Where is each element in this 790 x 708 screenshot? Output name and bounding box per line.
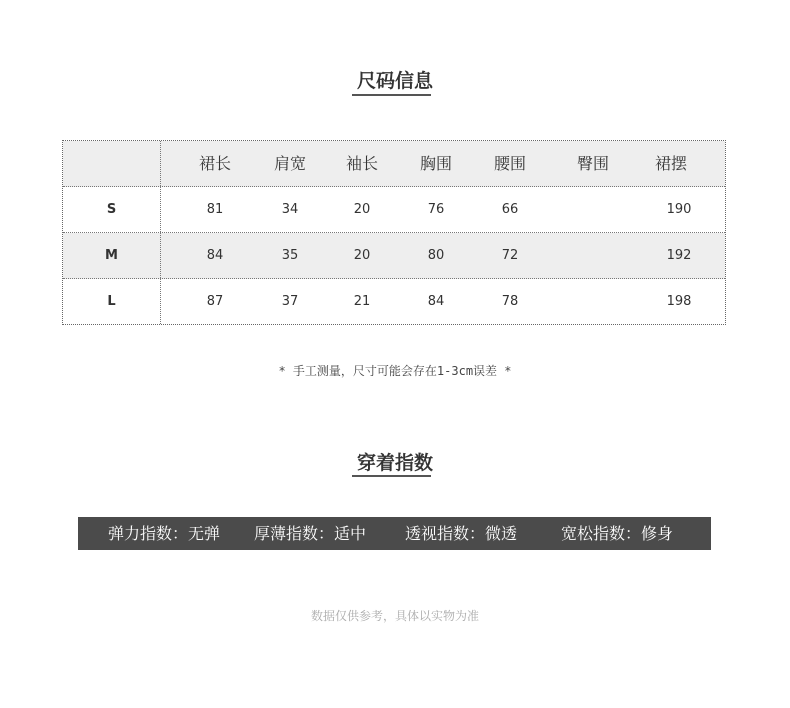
table-row [63, 233, 725, 279]
wear-item-fit: 宽松指数：修身 [561, 524, 674, 543]
cell-waist: 66 [501, 202, 519, 217]
row-size-label: L [107, 294, 116, 309]
cell-hem: 192 [666, 248, 692, 263]
cell-hip [563, 279, 623, 325]
header-skirt-length: 裙长 [198, 154, 231, 173]
cell-shoulder: 35 [281, 248, 299, 263]
measurement-note: * 手工测量，尺寸可能会存在1-3cm误差 * [278, 364, 512, 378]
table-row [63, 187, 725, 233]
header-hip: 臀围 [576, 154, 609, 173]
cell-sleeve: 20 [353, 248, 371, 263]
row-size-label: M [105, 248, 118, 263]
row-size-label: S [106, 202, 117, 217]
cell-waist: 78 [501, 294, 519, 309]
cell-sleeve: 20 [353, 202, 371, 217]
cell-sleeve: 21 [353, 294, 371, 309]
wear-item-transparency: 透视指数：微透 [405, 524, 518, 543]
wear-index-title: 穿着指数 [356, 452, 433, 474]
table-row [63, 279, 725, 325]
size-info-title: 尺码信息 [356, 70, 433, 92]
row-divider [63, 232, 725, 233]
wear-item-thickness: 厚薄指数：适中 [254, 524, 367, 543]
cell-hem: 198 [666, 294, 692, 309]
row-divider [63, 278, 725, 279]
cell-waist: 72 [501, 248, 519, 263]
size-info-title-underline [352, 94, 431, 96]
cell-bust: 84 [427, 294, 445, 309]
cell-skirt-length: 84 [206, 248, 224, 263]
cell-hip [563, 233, 623, 279]
column-divider [160, 141, 161, 324]
header-bust: 胸围 [419, 154, 452, 173]
size-table [62, 140, 726, 325]
header-sleeve: 袖长 [345, 154, 378, 173]
cell-hem: 190 [666, 202, 692, 217]
cell-hip [563, 187, 623, 233]
header-empty [63, 141, 160, 187]
wear-index-bar [78, 517, 711, 550]
header-waist: 腰围 [493, 154, 526, 173]
row-divider [63, 186, 725, 187]
reference-disclaimer: 数据仅供参考，具体以实物为准 [310, 609, 479, 623]
cell-bust: 80 [427, 248, 445, 263]
cell-skirt-length: 81 [206, 202, 224, 217]
cell-shoulder: 34 [281, 202, 299, 217]
table-header-row [63, 141, 725, 187]
header-hem: 裙摆 [654, 154, 687, 173]
wear-item-elasticity: 弹力指数：无弹 [108, 524, 221, 543]
cell-shoulder: 37 [281, 294, 299, 309]
header-shoulder: 肩宽 [273, 154, 306, 173]
wear-index-title-underline [352, 475, 431, 477]
cell-bust: 76 [427, 202, 445, 217]
cell-skirt-length: 87 [206, 294, 224, 309]
